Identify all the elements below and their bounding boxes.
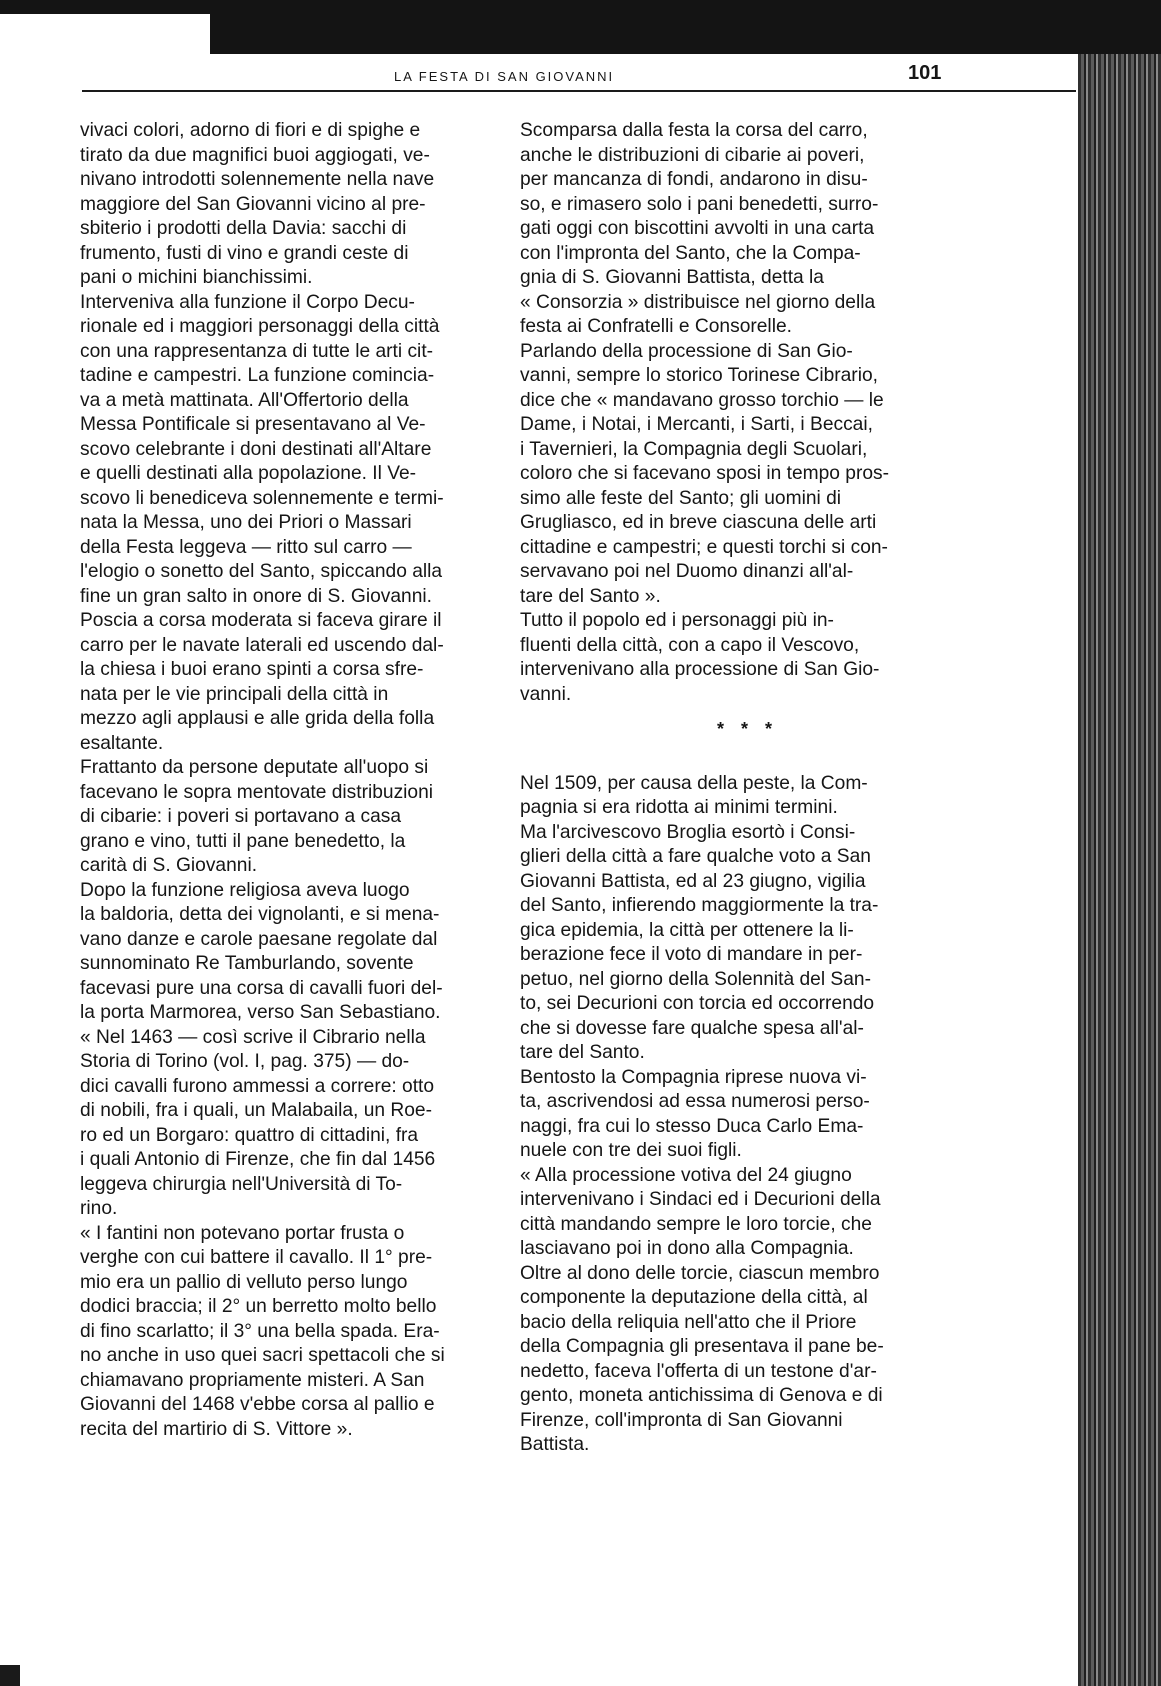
paragraph: Scomparsa dalla festa la corsa del carro, anche le distribuzioni di cibarie ai poveri, per mancanza di fondi, andarono in disu- so, e rimasero solo i pani benedetti, surro- gati oggi con biscottini avvolti in una carta con l'impronta del Santo, che la Compa- gnia di S. Giovanni Battista, detta la « Consorzia » distribuisce nel giorno della festa ai Confratelli e Consorelle. [520, 120, 879, 337]
book-page [0, 54, 1078, 1686]
paragraph: Dopo la funzione religiosa aveva luogo la baldoria, detta dei vignolanti, e si mena- vano danze e carole paesane regolate dal sunnominato Re Tamburlando, sovente facevasi pure una corsa di cavalli fuori del- la porta Marmorea, verso San Sebastiano. [80, 879, 443, 1023]
paragraph: « I fantini non potevano portar frusta o verghe con cui battere il cavallo. Il 1° pre- mio era un pallio di velluto perso lungo dodici braccia; il 2° un berretto molto bello di fino scarlatto; il 3° una bella spada. Era- no anche in uso quei sacri spettacoli che si chiamavano propriamente misteri. A San Giovanni del 1468 v'ebbe corsa al pallio e recita del martirio di S. Vittore ». [80, 1222, 445, 1440]
paragraph: Nel 1509, per causa della peste, la Com- pagnia si era ridotta ai minimi termini. Ma l'arcivescovo Broglia esortò i Consi- glieri della città a fare qualche voto a San Giovanni Battista, ed al 23 giugno, vigilia del Santo, infierendo maggiormente la tra- gica epidemia, la città per ottenere la li- berazione fece il voto di mandare in per- petuo, nel giorno della Solennità del San- to, sei Decurioni con torcia ed occorrendo che si dovesse fare qualche spesa all'al- tare del Santo. [520, 772, 879, 1063]
page-number: 101 [908, 62, 942, 84]
left-column [80, 119, 535, 1442]
paragraph: Tutto il popolo ed i personaggi più in- fluenti della città, con a capo il Vescovo, intervenivano alla processione di San Gio- vanni. [520, 610, 880, 705]
header-rule [82, 90, 1076, 92]
section-ornament: * * * [716, 719, 779, 739]
scan-corner-mark [0, 1665, 20, 1686]
paragraph: vivaci colori, adorno di fiori e di spighe e tirato da due magnifici buoi aggiogati, ve- nivano introdotti solennemente nella nave maggiore del San Giovanni vicino al pre- sbiterio i prodotti della Davia: sacchi di frumento, fusti di vino e grandi ceste di pani o michini bianchissimi. [80, 120, 435, 288]
right-column [520, 119, 975, 1458]
running-header: LA FESTA DI SAN GIOVANNI [394, 69, 615, 84]
paragraph: « Alla processione votiva del 24 giugno intervenivano i Sindaci ed i Decurioni della città mandando sempre le loro torcie, che lasciavano poi in dono alla Compagnia. Oltre al dono delle torcie, ciascun membro componente la deputazione della città, al bacio della reliquia nell'atto che il Priore della Compagnia gli presentava il pane be- nedetto, faceva l'offerta di un testone d'ar- gento, moneta antichissima di Genova e di Firenze, coll'impronta di San Giovanni Battista. [520, 1164, 884, 1455]
paragraph: Parlando della processione di San Gio- vanni, sempre lo storico Torinese Cibrario, dice che « mandavano grosso torchio — le Dame, i Notai, i Mercanti, i Sarti, i Beccai, i Tavernieri, la Compagnia degli Scuolari, coloro che si facevano sposi in tempo pros- simo alle feste del Santo; gli uomini di Grugliasco, ed in breve ciascuna delle arti cittadine e campestri; e questi torchi si con- servavano poi nel Duomo dinanzi all'al- tare del Santo ». [520, 340, 890, 607]
paragraph: Bentosto la Compagnia riprese nuova vi- ta, ascrivendosi ad essa numerosi perso- naggi, fra cui lo stesso Duca Carlo Ema- nuele con tre dei suoi figli. [520, 1066, 870, 1161]
paragraph: Interveniva alla funzione il Corpo Decu- rionale ed i maggiori personaggi della città con una rappresentanza di tutte le arti cit- tadine e campestri. La funzione comincia- va a metà mattinata. All'Offertorio della Messa Pontificale si presentavano al Ve- scovo celebrante i doni destinati all'Altare e quelli destinati alla popolazione. Il Ve- scovo li benediceva solennemente e termi- nata la Messa, uno dei Priori o Massari della Festa leggeva — ritto sul carro — l'elogio o sonetto del Santo, spiccando alla fine un gran salto in onore di S. Giovanni. Poscia a corsa moderata si faceva girare il carro per le navate laterali ed uscendo dal- la chiesa i buoi erano spinti a corsa sfre- nata per le vie principali della città in mezzo agli applausi e alle grida della folla esaltante. [80, 291, 444, 754]
scan-right-edge [1078, 54, 1161, 1686]
paragraph: « Nel 1463 — così scrive il Cibrario nella Storia di Torino (vol. I, pag. 375) — do- dici cavalli furono ammessi a correre: otto di nobili, fra i quali, un Malabaila, un Roe- ro ed un Borgaro: quattro di cittadini, fra i quali Antonio di Firenze, che fin dal 1456 leggeva chirurgia nell'Università di To- rino. [80, 1026, 436, 1219]
paragraph: Frattanto da persone deputate all'uopo si facevano le sopra mentovate distribuzioni di cibarie: i poveri si portavano a casa grano e vino, tutti il pane benedetto, la carità di S. Giovanni. [80, 757, 434, 876]
scan-top-border [0, 0, 1161, 54]
